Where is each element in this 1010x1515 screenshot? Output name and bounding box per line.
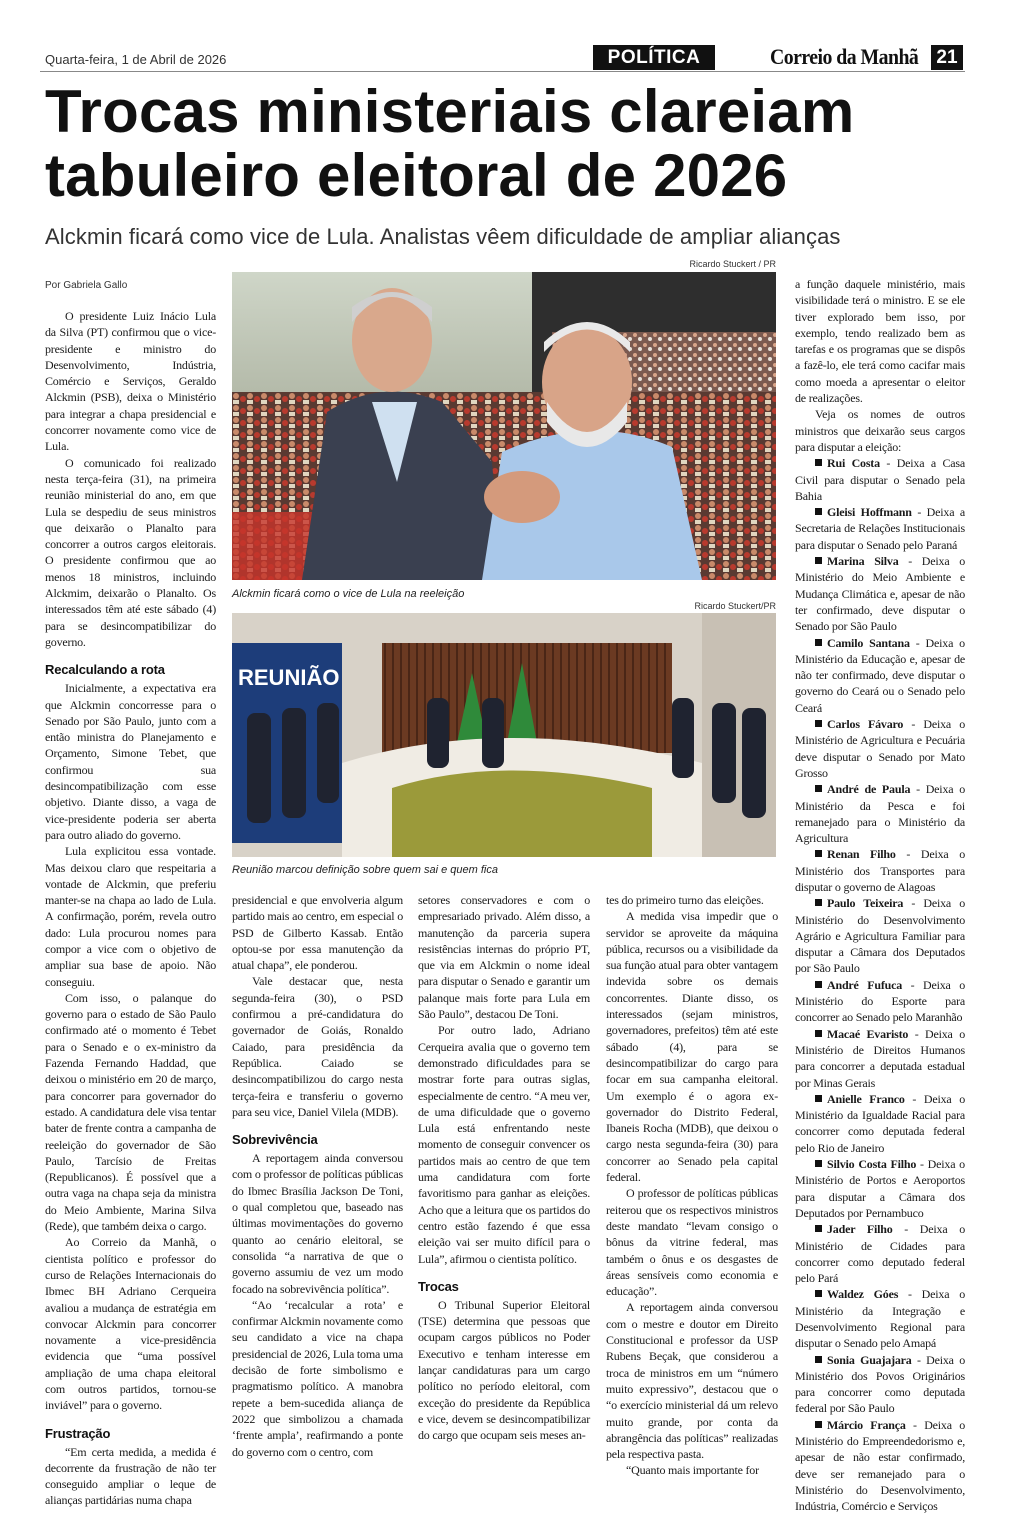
body-paragraph: presidencial e que envolveria algum partido mais ao centro, em especial o PSD de Gilberto Kassab. Então optou-se por essa manutenção da atual chapa”, ele ponderou.: [232, 893, 403, 973]
bullet-square-icon: [815, 981, 822, 988]
bullet-square-icon: [815, 850, 822, 857]
section-label: POLÍTICA: [593, 45, 715, 70]
minister-description: - Deixa o Ministério da Pesca e foi remanejado para o Ministério da Agricultura: [795, 782, 965, 846]
minister-description: - Deixa o Ministério da Integração e Desenvolvimento Regional para disputar o Senado pelo Amapá: [795, 1287, 965, 1351]
body-paragraph: A reportagem ainda conversou com o mestre e doutor em Direito Constitucional e professor da USP Rubens Beçak, que considerou a troca de ministros em um “número muito expressivo”, destacou que o “o exercício ministerial dá um relevo muito grande, por conta da abrangência das políticas” realizadas pela respectiva pasta.: [606, 1300, 778, 1462]
minister-list-item: [795, 455, 965, 504]
bullet-square-icon: [815, 1290, 822, 1297]
bullet-square-icon: [815, 557, 822, 564]
headline-line-2: tabuleiro eleitoral de 2026: [45, 142, 788, 209]
section-heading: Sobrevivência: [232, 1132, 318, 1148]
body-paragraph: Ao Correio da Manhã, o cientista político e professor do curso de Relações Internacionais do Ibmec BH Adriano Cerqueira avaliou a mudança de estratégia em convocar Alckmin para concorrer novamente a vice-presidência evidencia que “uma possível ampliação de uma chapa eleitoral com outros partidos, tornou-se inviável” para o governo.: [45, 1235, 216, 1413]
photo-credit: Ricardo Stuckert/PR: [694, 601, 776, 611]
minister-description: - Deixa o Ministério do Desenvolvimento Agrário e Agricultura Familiar para disputar a Câmara dos Deputados por São Paulo: [795, 896, 966, 976]
minister-list-item: [795, 1352, 965, 1417]
minister-name: Sonia Guajajara: [827, 1352, 912, 1367]
minister-name: Márcio França: [827, 1417, 906, 1432]
section-heading: Trocas: [418, 1278, 459, 1294]
minister-description: - Deixa o Ministério dos Povos Originários para concorrer como deputada federal por São Paulo: [795, 1352, 965, 1416]
minister-name: Carlos Fávaro: [827, 717, 904, 732]
page-number: 21: [931, 45, 963, 70]
body-paragraph: O professor de políticas públicas reiterou que os respectivos ministros deste mandato “levam consigo o bônus da vitrine federal, mas também o ônus e os desgastes de áreas sensíveis como economia e educação”.: [606, 1186, 778, 1299]
minister-list-item: [795, 1417, 965, 1515]
bullet-square-icon: [815, 639, 822, 646]
body-paragraph: setores conservadores e com o empresariado privado. Além disso, a manutenção da parceria supera resistências internas do próprio PT, que via em Alckmin o nome ideal para disputar o Senado e garantir um palanque mais forte para Lula em São Paulo”, destacou De Toni.: [418, 893, 590, 1022]
photo-credit: Ricardo Stuckert / PR: [689, 259, 776, 269]
minister-name: Renan Filho: [827, 847, 896, 862]
body-paragraph: Por outro lado, Adriano Cerqueira avalia que o governo tem demonstrado dificuldades para se mostrar forte para outras siglas, especialmente de centro. “A meu ver, de uma dificuldade que o governo Lula está enfrentando neste momento de conseguir convencer os partidos mais ao centro de que tem uma candidatura com forte favoritismo para ganhar as eleições. Acho que a leitura que os partidos do centro estão fazendo é que essa eleição vai ser muito difícil para o Lula”, afirmou o cientista político.: [418, 1023, 590, 1266]
article-column-3: [418, 892, 590, 1452]
body-paragraph: “Quanto mais importante for: [626, 1463, 759, 1478]
body-paragraph: a função daquele ministério, mais visibilidade terá o ministro. E se ele tiver explorado bem isso, por exemplo, tendo realizado bem as tarefas e os programas que se dispôs a fazê-lo, ele terá como cacifar mais como moeda a apresentar o eleitor de realizações.: [795, 277, 965, 406]
byline: Por Gabriela Gallo: [45, 280, 128, 291]
bullet-square-icon: [815, 720, 822, 727]
minister-name: Macaé Evaristo: [827, 1026, 909, 1041]
article-column-4: [606, 892, 778, 1478]
body-paragraph: O presidente Luiz Inácio Lula da Silva (PT) confirmou que o vice-presidente e ministro do Desenvolvimento, Indústria, Comércio e Serviços, Geraldo Alckmin (PSB), deixa o Ministério para integrar a chapa presidencial e concorrer novamente como vice de Lula.: [45, 309, 216, 454]
bullet-square-icon: [815, 1160, 822, 1167]
bullet-square-icon: [815, 785, 822, 792]
minister-description: - Deixa o Ministério de Cidades para concorrer como deputado federal pelo Pará: [795, 1222, 965, 1286]
headline: [45, 80, 985, 208]
minister-description: - Deixa o Ministério do Empreendedorismo e, apesar de não estar confirmado, deve ser remanejado para o Ministério do Desenvolvimento, Indústria, Comércio e Serviços: [795, 1417, 965, 1514]
photo-caption: Reunião marcou definição sobre quem sai e quem fica: [232, 864, 498, 876]
bullet-square-icon: [815, 899, 822, 906]
minister-list-item: [795, 504, 965, 553]
publication-logo: Correio da Manhã: [770, 44, 919, 69]
minister-description: - Deixa a Secretaria de Relações Institucionais para disputar o Senado pelo Paraná: [795, 505, 965, 552]
bullet-square-icon: [815, 1421, 822, 1428]
body-paragraph: tes do primeiro turno das eleições.: [606, 893, 764, 907]
header-divider: [40, 71, 965, 72]
bullet-square-icon: [815, 508, 822, 515]
minister-list-item: [795, 635, 965, 716]
body-paragraph: “Em certa medida, a medida é decorrente da frustração de não ter conseguido ampliar o leque de alianças partidárias numa chapa: [45, 1444, 216, 1508]
body-paragraph: A medida visa impedir que o servidor se aproveite da máquina pública, recursos ou a visibilidade da sua função atual para obter vantagem indevida sobre os demais concorrentes. Diante disso, os interessados (sejam ministros, governadores, prefeitos) têm até este sábado (4), para se desincompatibilizar do cargo para focar em sua campanha eleitoral. Um exemplo é o agora ex-governador do Distrito Federal, Ibaneis Rocha (MDB), que deixou o cargo nesta segunda-feira (30) para concorrer ao Senado pela capital federal.: [606, 909, 778, 1185]
minister-name: Anielle Franco: [827, 1091, 905, 1106]
minister-name: Paulo Teixeira: [827, 896, 904, 911]
minister-name: Gleisi Hoffmann: [827, 505, 912, 520]
photo-alckmin-lula: [232, 272, 776, 580]
minister-name: Jader Filho: [827, 1222, 893, 1237]
minister-list-item: [795, 716, 965, 781]
photo-ministerial-meeting: [232, 613, 776, 857]
minister-list-item: [795, 977, 965, 1026]
bullet-square-icon: [815, 459, 822, 466]
minister-name: Rui Costa: [827, 456, 880, 471]
bullet-square-icon: [815, 1095, 822, 1102]
minister-list-item: [795, 846, 965, 895]
subheadline: Alckmin ficará como vice de Lula. Analistas vêem dificuldade de ampliar alianças: [45, 224, 841, 249]
minister-description: - Deixa o Ministério dos Transportes para disputar o governo de Alagoas: [795, 847, 966, 894]
bullet-square-icon: [815, 1030, 822, 1037]
minister-list-item: [795, 1221, 965, 1286]
body-paragraph: “Ao ‘recalcular a rota’ e confirmar Alckmin novamente como seu candidato a vice na chapa presidencial de 2026, Lula toma uma decisão de forte simbolismo e pragmatismo político. A manobra repete a bem-sucedida aliança de 2022 que simbolizou a chamada ‘frente ampla’, reafirmando a ponte do governo com o centro, com: [232, 1297, 403, 1459]
body-paragraph: A reportagem ainda conversou com o professor de políticas públicas do Ibmec Brasília Jackson De Toni, o qual completou que, baseado nas últimas movimentações do governo quanto ao cenário eleitoral, se consolida “a narrativa de que o governo assumiu de vez um modo focado na sobrevivência política”.: [232, 1151, 403, 1296]
section-heading: Recalculando a rota: [45, 662, 165, 678]
bullet-square-icon: [815, 1356, 822, 1363]
photo-caption: Alckmin ficará como o vice de Lula na reeleição: [232, 588, 465, 600]
minister-description: - Deixa a Casa Civil para disputar o Senado pela Bahia: [795, 456, 965, 503]
minister-description: - Deixa o Ministério de Portos e Aeroportos para disputar a Câmara dos Deputados por Pernambuco: [795, 1157, 965, 1220]
minister-name: Camilo Santana: [827, 635, 910, 650]
minister-description: - Deixa o Ministério do Esporte para concorrer ao Senado pelo Maranhão: [795, 977, 965, 1025]
minister-list-item: [795, 1026, 965, 1091]
minister-list-item: [795, 1091, 965, 1156]
section-heading: Frustração: [45, 1425, 111, 1441]
bullet-square-icon: [815, 1225, 822, 1232]
body-paragraph: Lula explicitou essa vontade. Mas deixou claro que respeitaria a vontade de Alckmin, que preferiu manter-se na chapa ao lado de Lula. A confirmação, porém, revela outro dado: Lula procurou nomes para compor a vice com o objetivo de ampliar sua base de apoio. Não conseguiu.: [45, 844, 216, 989]
minister-description: - Deixa o Ministério da Igualdade Racial para concorrer como deputada federal pelo Rio de Janeiro: [795, 1091, 965, 1155]
article-column-5: [795, 276, 966, 1514]
article-column-2: [232, 892, 403, 1459]
minister-name: André Fufuca: [827, 977, 903, 992]
issue-date: Quarta-feira, 1 de Abril de 2026: [45, 52, 227, 67]
minister-name: Marina Silva: [827, 554, 899, 569]
banner-text: REUNIÃO: [238, 665, 340, 690]
body-paragraph: O comunicado foi realizado nesta terça-feira (31), na primeira reunião ministerial do ano, em que Lula se despediu de seus ministros que deixarão o Planalto para concorrer a outros cargos eleitorais. O presidente confirmou que ao menos 18 ministros, incluindo Alckmim, deixarão o Planalto. Os interessados têm até este sábado (4) para se desincompatibilizar do governo.: [45, 455, 216, 649]
minister-list-item: [795, 553, 965, 634]
minister-description: - Deixa o Ministério da Educação e, apesar de não ter confirmado, deve disputar o governo do Ceará ou o Senado pelo Ceará: [795, 635, 965, 715]
body-paragraph: Vale destacar que, nesta segunda-feira (30), o PSD confirmou a pré-candidatura do governador de Goiás, Ronaldo Caiado, para presidência da República. Caiado se desincompatibilizou do cargo nesta terça-feira e transferiu o governo para seu vice, Daniel Vilela (MDB).: [232, 974, 403, 1119]
minister-list-item: [795, 895, 965, 976]
minister-list-item: [795, 1156, 965, 1221]
body-paragraph: Com isso, o palanque do governo para o estado de São Paulo confirmado até o momento é Tebet para o Senado e o ex-ministro da Fazenda Fernando Haddad, que deixou o ministério em 20 de março, para concorrer para governador do estado. A candidatura dele visa tentar bater de frente contra a campanha de reeleição do governador de São Paulo, Tarcísio de Freitas (Republicanos). É possível que a outra vaga na chapa seja da ministra do Meio Ambiente, Marina Silva (Rede), que também deixa o cargo.: [45, 990, 216, 1234]
minister-description: - Deixa o Ministério do Meio Ambiente e Mudança Climática e, apesar de não ter confirmado, deve disputar o Senado por São Paulo: [795, 554, 965, 634]
minister-list-item: [795, 781, 965, 846]
minister-name: André de Paula: [827, 782, 911, 797]
headline-line-1: Trocas ministeriais clareiam: [45, 78, 855, 145]
minister-description: - Deixa o Ministério de Direitos Humanos para concorrer a deputada estadual por Minas Gerais: [795, 1026, 965, 1090]
body-paragraph: Inicialmente, a expectativa era que Alckmin concorresse para o Senado por São Paulo, junto com a então ministra do Planejamento e Orçamento, Simone Tebet, que confirmou sua desincompatibilização com esse objetivo. Diante disso, a vaga de vice-presidente poderia ser aberta para outro aliado do governo.: [45, 681, 216, 842]
article-column-1: [45, 308, 216, 1508]
body-paragraph: O Tribunal Superior Eleitoral (TSE) determina que pessoas que ocupam cargos públicos no Poder Executivo e tenham interesse em lançar candidaturas para um cargo político no período eleitoral, com exceção do presidente da República e vice, devem se desincompatibilizar do cargo que ocupam seis meses an-: [418, 1297, 590, 1443]
minister-list-item: [795, 1286, 965, 1351]
minister-name: Silvio Costa Filho: [827, 1157, 917, 1172]
body-paragraph: Veja os nomes de outros ministros que deixarão seus cargos para disputar a eleição:: [795, 407, 965, 454]
minister-name: Waldez Góes: [827, 1287, 899, 1302]
minister-description: - Deixa o Ministério de Agricultura e Pecuária deve disputar o Senado por Mato Grosso: [795, 717, 965, 780]
